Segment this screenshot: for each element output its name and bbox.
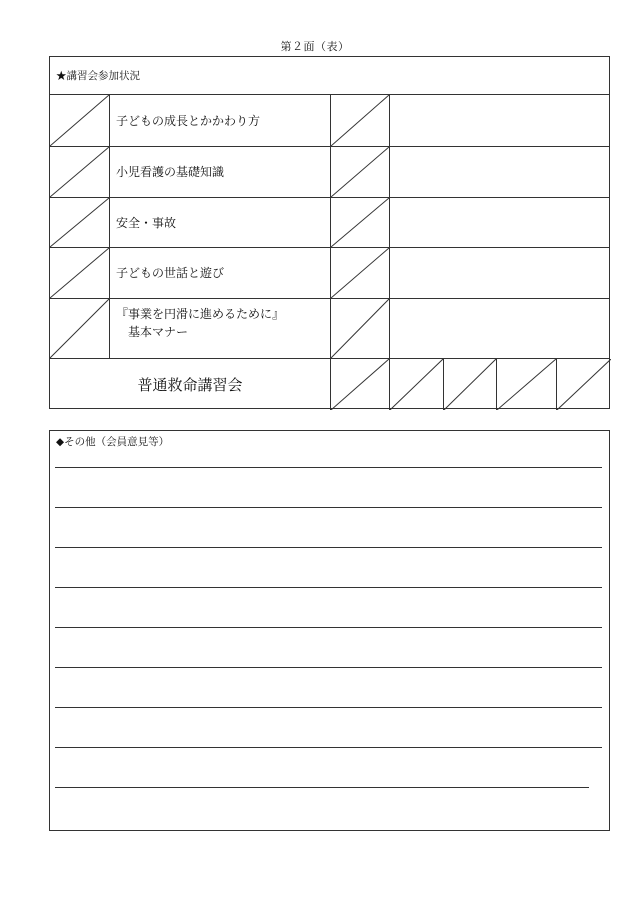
course-name-cell bbox=[110, 299, 331, 358]
table-row bbox=[50, 299, 609, 359]
blank-diagonal-cell bbox=[444, 359, 497, 410]
comments-header: ◆その他（会員意見等） bbox=[56, 436, 170, 448]
blank-diagonal-cell bbox=[50, 95, 110, 146]
blank-diagonal-cell bbox=[557, 359, 611, 410]
course-label: 安全・事故 bbox=[116, 215, 177, 230]
course-label: 子どもの成長とかかわり方 bbox=[116, 113, 261, 128]
training-attendance-table bbox=[49, 56, 610, 409]
blank-diagonal-cell bbox=[50, 147, 110, 197]
writing-line[interactable] bbox=[55, 587, 602, 588]
writing-line[interactable] bbox=[55, 747, 602, 748]
blank-diagonal-cell bbox=[50, 299, 110, 358]
attendance-entry-cell[interactable] bbox=[390, 147, 611, 197]
member-comments-box bbox=[49, 430, 610, 831]
training-header: ★講習会参加状況 bbox=[50, 57, 609, 95]
course-name-cell bbox=[110, 147, 331, 197]
writing-line[interactable] bbox=[55, 467, 602, 468]
writing-line[interactable] bbox=[55, 547, 602, 548]
writing-line[interactable] bbox=[55, 667, 602, 668]
blank-diagonal-cell bbox=[331, 299, 390, 358]
attendance-entry-cell[interactable] bbox=[390, 299, 611, 358]
course-label bbox=[116, 305, 284, 341]
course-name-cell bbox=[110, 95, 331, 146]
attendance-entry-cell[interactable] bbox=[390, 198, 611, 247]
table-row bbox=[50, 248, 609, 299]
course-label-line2: 基本マナー bbox=[128, 325, 189, 339]
table-row bbox=[50, 147, 609, 198]
blank-diagonal-cell bbox=[331, 147, 390, 197]
blank-diagonal-cell bbox=[390, 359, 444, 410]
first-aid-course-label: 普通救命講習会 bbox=[50, 359, 331, 410]
course-name-cell bbox=[110, 198, 331, 247]
writing-line[interactable] bbox=[55, 627, 602, 628]
blank-diagonal-cell bbox=[50, 198, 110, 247]
writing-line[interactable] bbox=[55, 507, 602, 508]
table-row bbox=[50, 359, 609, 410]
writing-line[interactable] bbox=[55, 707, 602, 708]
blank-diagonal-cell bbox=[331, 198, 390, 247]
writing-line[interactable] bbox=[55, 787, 589, 788]
page-title: 第２面（表） bbox=[280, 40, 350, 53]
blank-diagonal-cell bbox=[50, 248, 110, 298]
course-label: 小児看護の基礎知識 bbox=[116, 165, 225, 179]
course-label: 子どもの世話と遊び bbox=[116, 266, 225, 280]
table-row bbox=[50, 198, 609, 248]
blank-diagonal-cell bbox=[331, 248, 390, 298]
table-row bbox=[50, 95, 609, 147]
course-name-cell bbox=[110, 248, 331, 298]
attendance-entry-cell[interactable] bbox=[390, 248, 611, 298]
course-label-line1: 『事業を円滑に進めるために』 bbox=[116, 307, 285, 321]
attendance-entry-cell[interactable] bbox=[390, 95, 611, 146]
blank-diagonal-cell bbox=[497, 359, 557, 410]
blank-diagonal-cell bbox=[331, 359, 390, 410]
blank-diagonal-cell bbox=[331, 95, 390, 146]
